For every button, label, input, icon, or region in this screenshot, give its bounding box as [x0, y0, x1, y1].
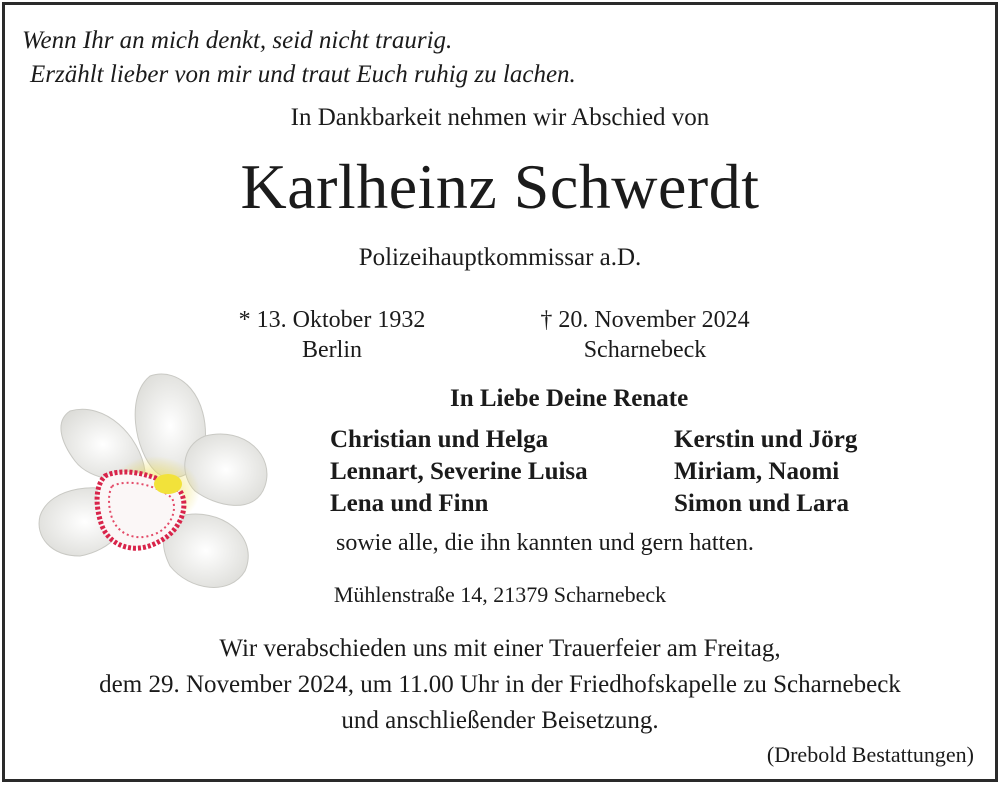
family-left-2: Lennart, Severine Luisa: [330, 458, 588, 485]
deceased-title: Polizeihauptkommissar a.D.: [358, 244, 642, 271]
family-right-3: Simon und Lara: [674, 490, 850, 517]
family-right-column: [674, 424, 857, 520]
undertaker-name: (Drebold Bestattungen): [766, 742, 974, 767]
deceased-name: Karlheinz Schwerdt: [240, 151, 760, 222]
ceremony-line-3: und anschließender Beisetzung.: [341, 707, 659, 734]
ceremony-block: [0, 631, 1000, 739]
orchid-flower-image: [30, 366, 290, 601]
family-left-3: Lena und Finn: [330, 490, 489, 517]
poem-line-2: Erzählt lieber von mir und traut Euch ruhig zu lachen.: [30, 61, 576, 88]
death-date: † 20. November 2024: [540, 307, 750, 333]
family-left-column: [330, 424, 588, 520]
family-left-1: Christian und Helga: [330, 426, 549, 453]
birth-date: * 13. Oktober 1932: [238, 307, 426, 333]
birth-place: Berlin: [302, 337, 362, 363]
family-right-1: Kerstin und Jörg: [674, 426, 858, 453]
death-place: Scharnebeck: [583, 337, 707, 363]
address: Mühlenstraße 14, 21379 Scharnebeck: [333, 582, 667, 607]
ceremony-line-1: Wir verabschieden uns mit einer Trauerfeier am Freitag,: [219, 635, 781, 662]
poem-line-1: Wenn Ihr an mich denkt, seid nicht traurig.: [22, 27, 453, 54]
birth-block: [222, 305, 442, 365]
death-block: [520, 305, 770, 365]
family-right-2: Miriam, Naomi: [674, 458, 840, 485]
intro-text: In Dankbarkeit nehmen wir Abschied von: [290, 104, 710, 131]
others-line: sowie alle, die ihn kannten und gern hatten.: [336, 530, 754, 556]
ceremony-line-2: dem 29. November 2024, um 11.00 Uhr in der Friedhofskapelle zu Scharnebeck: [99, 671, 901, 698]
family-heading: In Liebe Deine Renate: [450, 385, 689, 412]
